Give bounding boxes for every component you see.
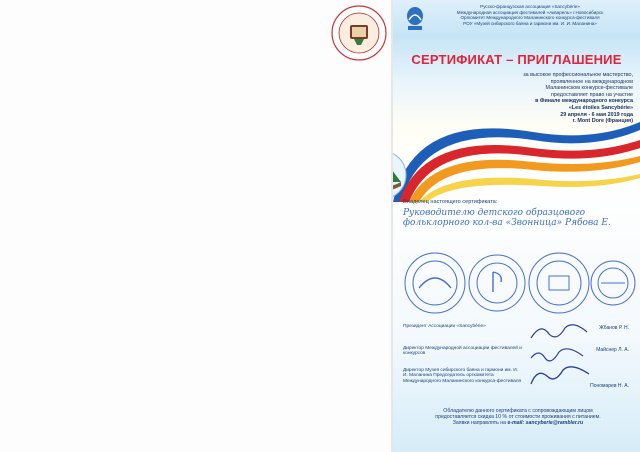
signer-row xyxy=(403,346,635,368)
signature-icon xyxy=(527,342,597,366)
header-line: Русско-французская ассоциация «Sancybérie» xyxy=(480,4,580,9)
info-line: за высокое профессиональное мастерство, xyxy=(523,72,633,78)
signer-name: Жбанов Р. Н. xyxy=(599,325,629,331)
footer-line xyxy=(403,420,633,426)
official-stamps xyxy=(401,248,637,318)
header-line: Международная ассоциация фестивалей «Акварель» г.Новосибирск xyxy=(456,9,604,15)
association-logo-icon xyxy=(405,6,425,32)
handwritten-line: фольклорного кол-ва «Звонница» Рябова Е. xyxy=(403,218,611,228)
signer-role: Директор Музея сибирского баяна и гармони им. И. И. Маланина Председатель оргкомитета Международного Маланинского конкурса-фестиваля xyxy=(403,368,522,384)
stamp-4-icon xyxy=(591,261,635,305)
header-line: РОУ «Музей сибирского баяна и гармони им. И. И. Маланина» xyxy=(463,20,597,26)
signer-row xyxy=(403,368,635,398)
certificate-footer xyxy=(403,408,633,427)
info-line: в Финале международного конкурса xyxy=(535,98,633,105)
footer-line: Обладателю данного сертификата с сопровождающим лицом xyxy=(443,408,593,414)
signature-icon xyxy=(527,320,597,344)
dancyberie-landscape-logo-icon xyxy=(393,150,407,200)
signer-row xyxy=(403,324,635,346)
organizers-header xyxy=(427,4,633,26)
owner-label: Владелец настоящего сертификата: xyxy=(403,199,498,205)
certificate-title: СЕРТИФИКАТ – ПРИГЛАШЕНИЕ xyxy=(411,52,622,67)
decorative-swirl xyxy=(393,92,640,202)
footer-prefix: Заявки направлять на xyxy=(452,420,507,427)
info-line: 29 апреля - 6 мая 2019 года xyxy=(560,111,633,118)
stamp-2-icon xyxy=(469,255,525,311)
info-line: «Les étoiles Sancybérie» xyxy=(568,104,633,111)
certificate-panel xyxy=(393,0,640,452)
stamp-3-icon xyxy=(529,253,589,313)
signer-name: Пономарев Н. А. xyxy=(590,383,629,389)
festival-emblem-icon xyxy=(330,4,388,62)
contact-email[interactable]: e-mail: sancyberie@rambler.ru xyxy=(507,420,584,427)
info-line: проявленное на международном xyxy=(550,78,633,85)
stamp-1-icon xyxy=(405,253,465,313)
signature-icon xyxy=(527,364,597,388)
header-line: Оргкомитет Международного Маланинского конкурса-фестиваля xyxy=(460,15,600,21)
signer-role: Президент Ассоциации «Sancybérie» xyxy=(403,324,486,329)
signer-name: Майснер Л. А. xyxy=(596,347,629,353)
signer-role: Директор Международной ассоциации фестивалей и конкурсов xyxy=(403,346,522,357)
handwritten-recipient xyxy=(403,208,635,244)
info-line: Маланинском конкурсе-фестивале xyxy=(545,85,633,92)
signatures-block xyxy=(403,324,635,398)
info-line: предоставляет право на участие xyxy=(551,91,633,98)
footer-line: предоставляется скидка 10 % от стоимости проживания с питанием. xyxy=(435,414,601,421)
info-line: г. Mont Dore (Франция) xyxy=(572,118,633,125)
handwritten-line: Руководителю детского образцового xyxy=(403,208,586,218)
